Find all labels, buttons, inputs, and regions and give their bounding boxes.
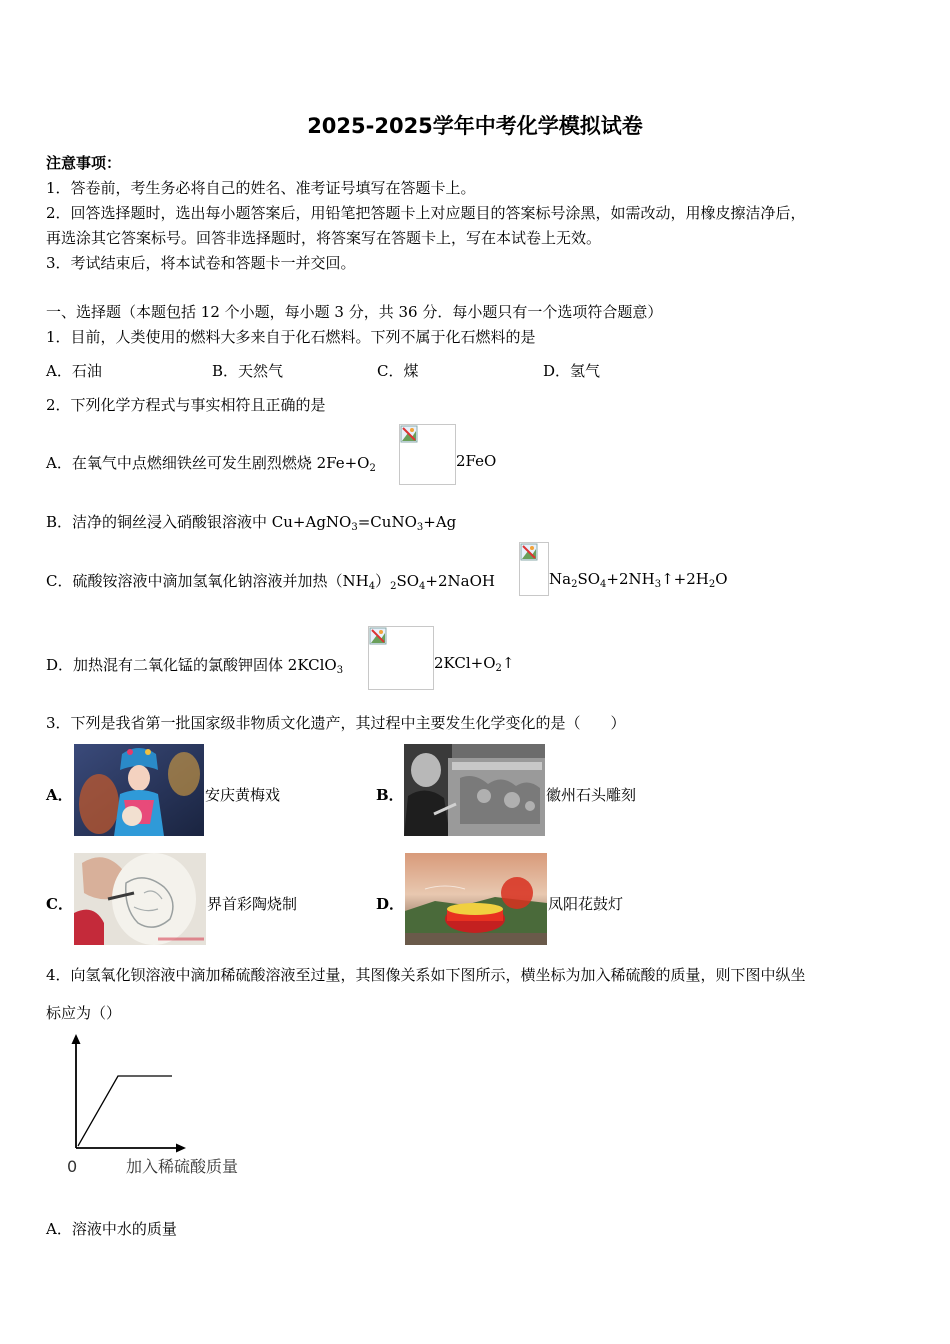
notice-item-2: 2．回答选择题时，选出每小题答案后，用铅笔把答题卡上对应题目的答案标号涂黑，如需改动，用橡皮擦洁净后， xyxy=(46,204,806,222)
q3-option-a-letter: A． xyxy=(46,786,73,804)
graph-line xyxy=(78,1076,172,1146)
q1-option-c: C．煤 xyxy=(377,362,419,380)
q3-option-c-letter: C． xyxy=(46,895,73,913)
q4-graph xyxy=(56,1030,266,1180)
q2-option-a-product: 2FeO xyxy=(456,452,497,470)
broken-image-icon xyxy=(400,425,418,443)
x-axis-arrow-icon xyxy=(176,1144,186,1153)
q4-stem-line-1: 4．向氢氧化钡溶液中滴加稀硫酸溶液至过量，其图像关系如下图所示，横坐标为加入稀硫酸的质量，则下图中纵坐 xyxy=(46,966,806,984)
q2-option-b: B．洁净的铜丝浸入硝酸银溶液中 Cu+AgNO$_3$=CuNO$_3$+Ag xyxy=(46,513,457,533)
q1-option-a: A．石油 xyxy=(46,362,102,380)
huizhou-stone-carving-photo xyxy=(404,744,545,836)
jieshou-pottery-photo xyxy=(74,853,206,945)
notice-heading: 注意事项： xyxy=(46,154,122,172)
q1-option-b: B．天然气 xyxy=(212,362,284,380)
broken-image-placeholder xyxy=(399,424,456,485)
section-heading: 一、选择题（本题包括 12 个小题，每小题 3 分，共 36 分．每小题只有一个选项符合题意） xyxy=(46,303,663,321)
page-title: 2025-2025学年中考化学模拟试卷 xyxy=(307,114,643,138)
broken-image-placeholder xyxy=(368,626,434,690)
graph-x-label: 加入稀硫酸质量 xyxy=(126,1157,239,1176)
notice-item-2-cont: 再选涂其它答案标号。回答非选择题时，将答案写在答题卡上，写在本试卷上无效。 xyxy=(46,229,602,247)
huangmei-opera-photo xyxy=(74,744,204,836)
q2-option-d: D．加热混有二氧化锰的氯酸钾固体 2KClO$_3$ xyxy=(46,656,344,676)
q3-option-d-letter: D． xyxy=(376,895,405,913)
fengyang-flower-drum-lantern-photo xyxy=(405,853,547,945)
q4-stem-line-2: 标应为（） xyxy=(46,1004,122,1022)
q3-option-a-text: 安庆黄梅戏 xyxy=(205,786,281,804)
broken-image-icon xyxy=(520,543,538,561)
graph-origin-label: 0 xyxy=(67,1157,78,1176)
q4-option-a: A．溶液中水的质量 xyxy=(46,1220,177,1238)
broken-image-placeholder xyxy=(519,542,549,596)
q1-option-d: D．氢气 xyxy=(543,362,601,380)
q1-stem: 1．目前，人类使用的燃料大多来自于化石燃料。下列不属于化石燃料的是 xyxy=(46,328,536,346)
q3-option-b-letter: B． xyxy=(376,786,404,804)
y-axis-arrow-icon xyxy=(72,1034,81,1044)
q3-option-c-text: 界首彩陶烧制 xyxy=(207,895,298,913)
notice-item-1: 1．答卷前，考生务必将自己的姓名、准考证号填写在答题卡上。 xyxy=(46,179,476,197)
q2-stem: 2．下列化学方程式与事实相符且正确的是 xyxy=(46,396,326,414)
q2-option-c: C．硫酸铵溶液中滴加氢氧化钠溶液并加热$(NH_4)_2SO_4+2NaOH$ xyxy=(46,572,495,592)
q3-stem: 3．下列是我省第一批国家级非物质文化遗产，其过程中主要发生化学变化的是（ ） xyxy=(46,714,626,732)
q2-option-c-products: $Na_2SO_4+2NH_3↑+2H_2O$ xyxy=(549,570,728,590)
q3-option-b-text: 徽州石头雕刻 xyxy=(546,786,637,804)
q2-option-a: A．在氧气中点燃细铁丝可发生剧烈燃烧 $2Fe+O_2$ xyxy=(46,454,376,474)
broken-image-icon xyxy=(369,627,387,645)
q3-option-d-text: 凤阳花鼓灯 xyxy=(548,895,624,913)
q2-option-d-products: $2KCl+O_2↑$ xyxy=(434,654,515,674)
notice-item-3: 3．考试结束后，将本试卷和答题卡一并交回。 xyxy=(46,254,356,272)
